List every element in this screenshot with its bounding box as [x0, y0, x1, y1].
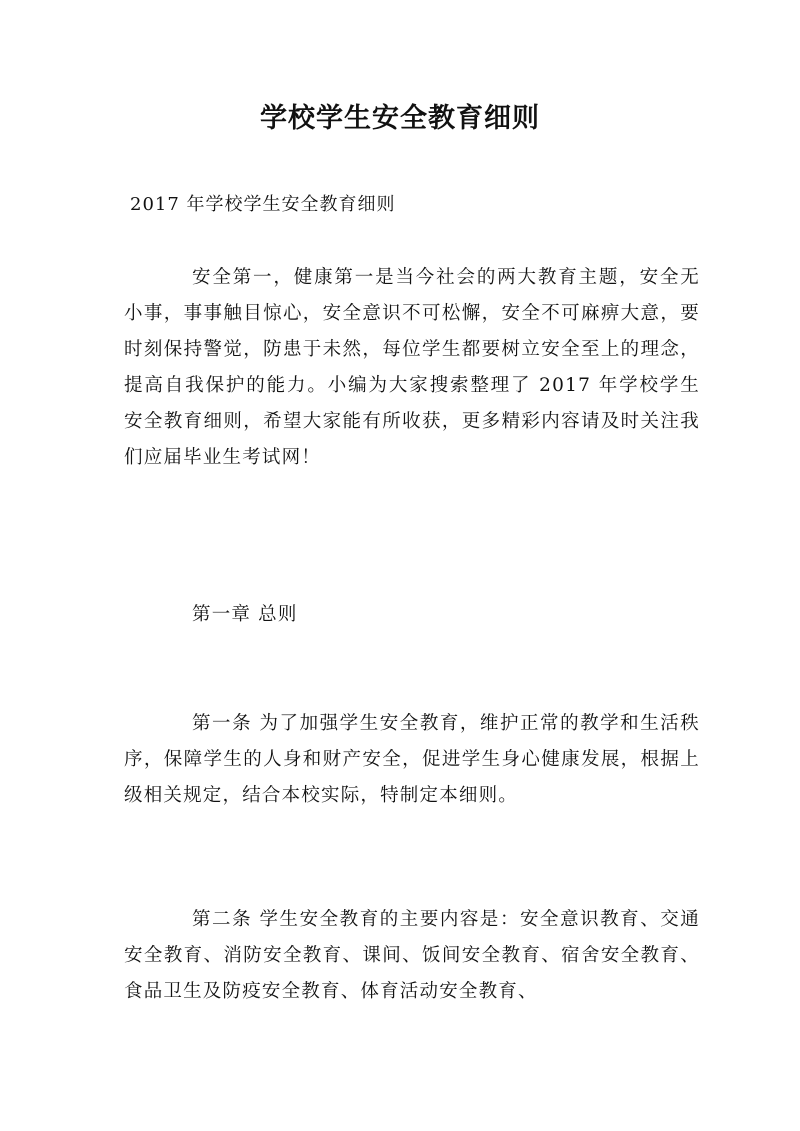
chapter-heading: 第一章 总则 — [192, 604, 298, 625]
document-title: 学校学生安全教育细则 — [260, 103, 540, 134]
document-subtitle: 2017 年学校学生安全教育细则 — [130, 194, 396, 215]
article-1-paragraph: 第一条 为了加强学生安全教育，维护正常的教学和生活秩序，保障学生的人身和财产安全，促进学生身心健康发展，根据上级相关规定，结合本校实际，特制定本细则。 — [124, 713, 700, 806]
intro-paragraph: 安全第一，健康第一是当今社会的两大教育主题，安全无小事，事事触目惊心，安全意识不可松懈，安全不可麻痹大意，要时刻保持警觉，防患于未然，每位学生都要树立安全至上的理念，提高自我保护的能力。小编为大家搜索整理了 2017 年学校学生安全教育细则，希望大家能有所收获，更多精彩内容请及时关注我们应届毕业生考试网！ — [124, 267, 700, 468]
article-2-paragraph: 第二条 学生安全教育的主要内容是：安全意识教育、交通安全教育、消防安全教育、课间、饭间安全教育、宿舍安全教育、食品卫生及防疫安全教育、体育活动安全教育、 — [124, 909, 700, 1002]
